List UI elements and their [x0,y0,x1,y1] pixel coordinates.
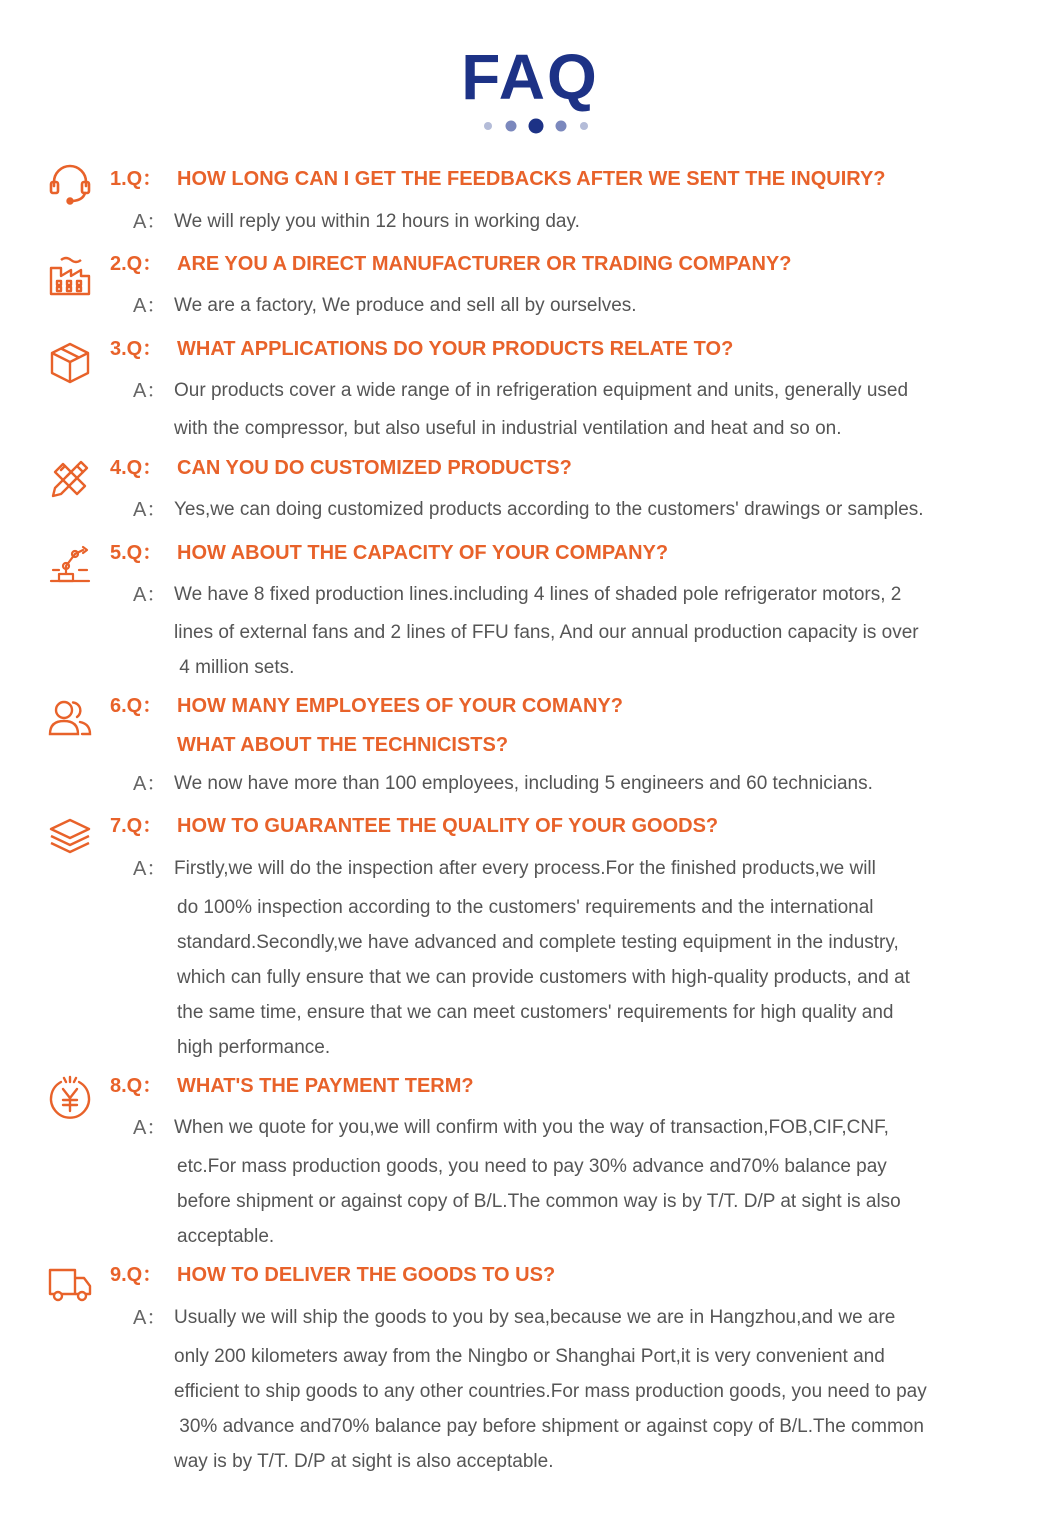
answer-label: A： [133,295,167,317]
answer-text: only 200 kilometers away from the Ningbo or Shanghai Port,it is very convenient and [174,1346,885,1367]
question-number: 9.Q： [110,1264,163,1286]
answer-text: Yes,we can doing customized products according to the customers' drawings or samples. [174,499,924,520]
question-number: 8.Q： [110,1075,163,1097]
answer-text: do 100% inspection according to the customers' requirements and the international [177,897,874,918]
truck-icon [47,1260,93,1306]
answer-label: A： [133,773,167,795]
divider-dot [506,121,517,132]
question-text: ARE YOU A DIRECT MANUFACTURER OR TRADING COMPANY? [177,253,792,275]
answer-text: We have 8 fixed production lines.including 4 lines of shaded pole refrigerator motors, 2 [174,584,902,605]
pencil-ruler-icon [47,456,93,502]
divider-dot [484,122,492,130]
question-text: WHAT APPLICATIONS DO YOUR PRODUCTS RELATE TO? [177,338,734,360]
answer-text: We now have more than 100 employees, including 5 engineers and 60 technicians. [174,773,873,794]
cube-icon [47,340,93,386]
answer-label: A： [133,380,167,402]
answer-label: A： [133,211,167,233]
question-text: HOW ABOUT THE CAPACITY OF YOUR COMPANY? [177,542,669,564]
answer-label: A： [133,584,167,606]
question-number: 7.Q： [110,815,163,837]
yen-coin-icon [47,1074,93,1120]
answer-text: standard.Secondly,we have advanced and complete testing equipment in the industry, [177,932,899,953]
question-number: 2.Q： [110,253,163,275]
divider-dot [580,122,588,130]
question-number: 6.Q： [110,695,163,717]
divider-dot [529,119,544,134]
answer-label: A： [133,858,167,880]
answer-text: high performance. [177,1037,331,1058]
question-text: HOW TO GUARANTEE THE QUALITY OF YOUR GOODS? [177,815,719,837]
question-number: 1.Q： [110,168,163,190]
question-text: CAN YOU DO CUSTOMIZED PRODUCTS? [177,457,572,479]
answer-label: A： [133,1307,167,1329]
page-title: FAQ [461,41,599,113]
answer-text: with the compressor, but also useful in industrial ventilation and heat and so on. [174,418,842,439]
question-text: WHAT'S THE PAYMENT TERM? [177,1075,474,1097]
answer-text: Firstly,we will do the inspection after every process.For the finished products,we will [174,858,876,879]
answer-text: the same time, ensure that we can meet customers' requirements for high quality and [177,1002,894,1023]
answer-text: before shipment or against copy of B/L.The common way is by T/T. D/P at sight is also [177,1191,901,1212]
answer-text: Usually we will ship the goods to you by sea,because we are in Hangzhou,and we are [174,1307,896,1328]
users-icon [47,694,93,740]
robot-arm-icon [47,540,93,586]
layers-icon [47,813,93,859]
divider-dot [556,121,567,132]
answer-label: A： [133,499,167,521]
answer-text: efficient to ship goods to any other countries.For mass production goods, you need to pay [174,1381,927,1402]
answer-text: which can fully ensure that we can provide customers with high-quality products, and at [177,967,910,988]
answer-label: A： [133,1117,167,1139]
question-number: 3.Q： [110,338,163,360]
answer-text: We are a factory, We produce and sell all by ourselves. [174,295,637,316]
question-text: HOW TO DELIVER THE GOODS TO US? [177,1264,556,1286]
question-number: 4.Q： [110,457,163,479]
answer-text: etc.For mass production goods, you need to pay 30% advance and70% balance pay [177,1156,887,1177]
question-number: 5.Q： [110,542,163,564]
answer-text: We will reply you within 12 hours in working day. [174,211,580,232]
answer-text: 30% advance and70% balance pay before shipment or against copy of B/L.The common [174,1416,924,1437]
answer-text: When we quote for you,we will confirm with you the way of transaction,FOB,CIF,CNF, [174,1117,889,1138]
question-text: WHAT ABOUT THE TECHNICISTS? [177,734,509,756]
answer-text: Our products cover a wide range of in refrigeration equipment and units, generally used [174,380,909,401]
answer-text: way is by T/T. D/P at sight is also acceptable. [174,1451,554,1472]
title-dots-divider [0,116,1060,136]
question-text: HOW LONG CAN I GET THE FEEDBACKS AFTER WE SENT THE INQUIRY? [177,168,886,190]
factory-icon [47,252,93,298]
answer-text: lines of external fans and 2 lines of FFU fans, And our annual production capacity is over [174,622,919,643]
question-text: HOW MANY EMPLOYEES OF YOUR COMANY? [177,695,623,717]
headset-icon [47,160,93,206]
answer-text: 4 million sets. [174,657,295,678]
answer-text: acceptable. [177,1226,275,1247]
